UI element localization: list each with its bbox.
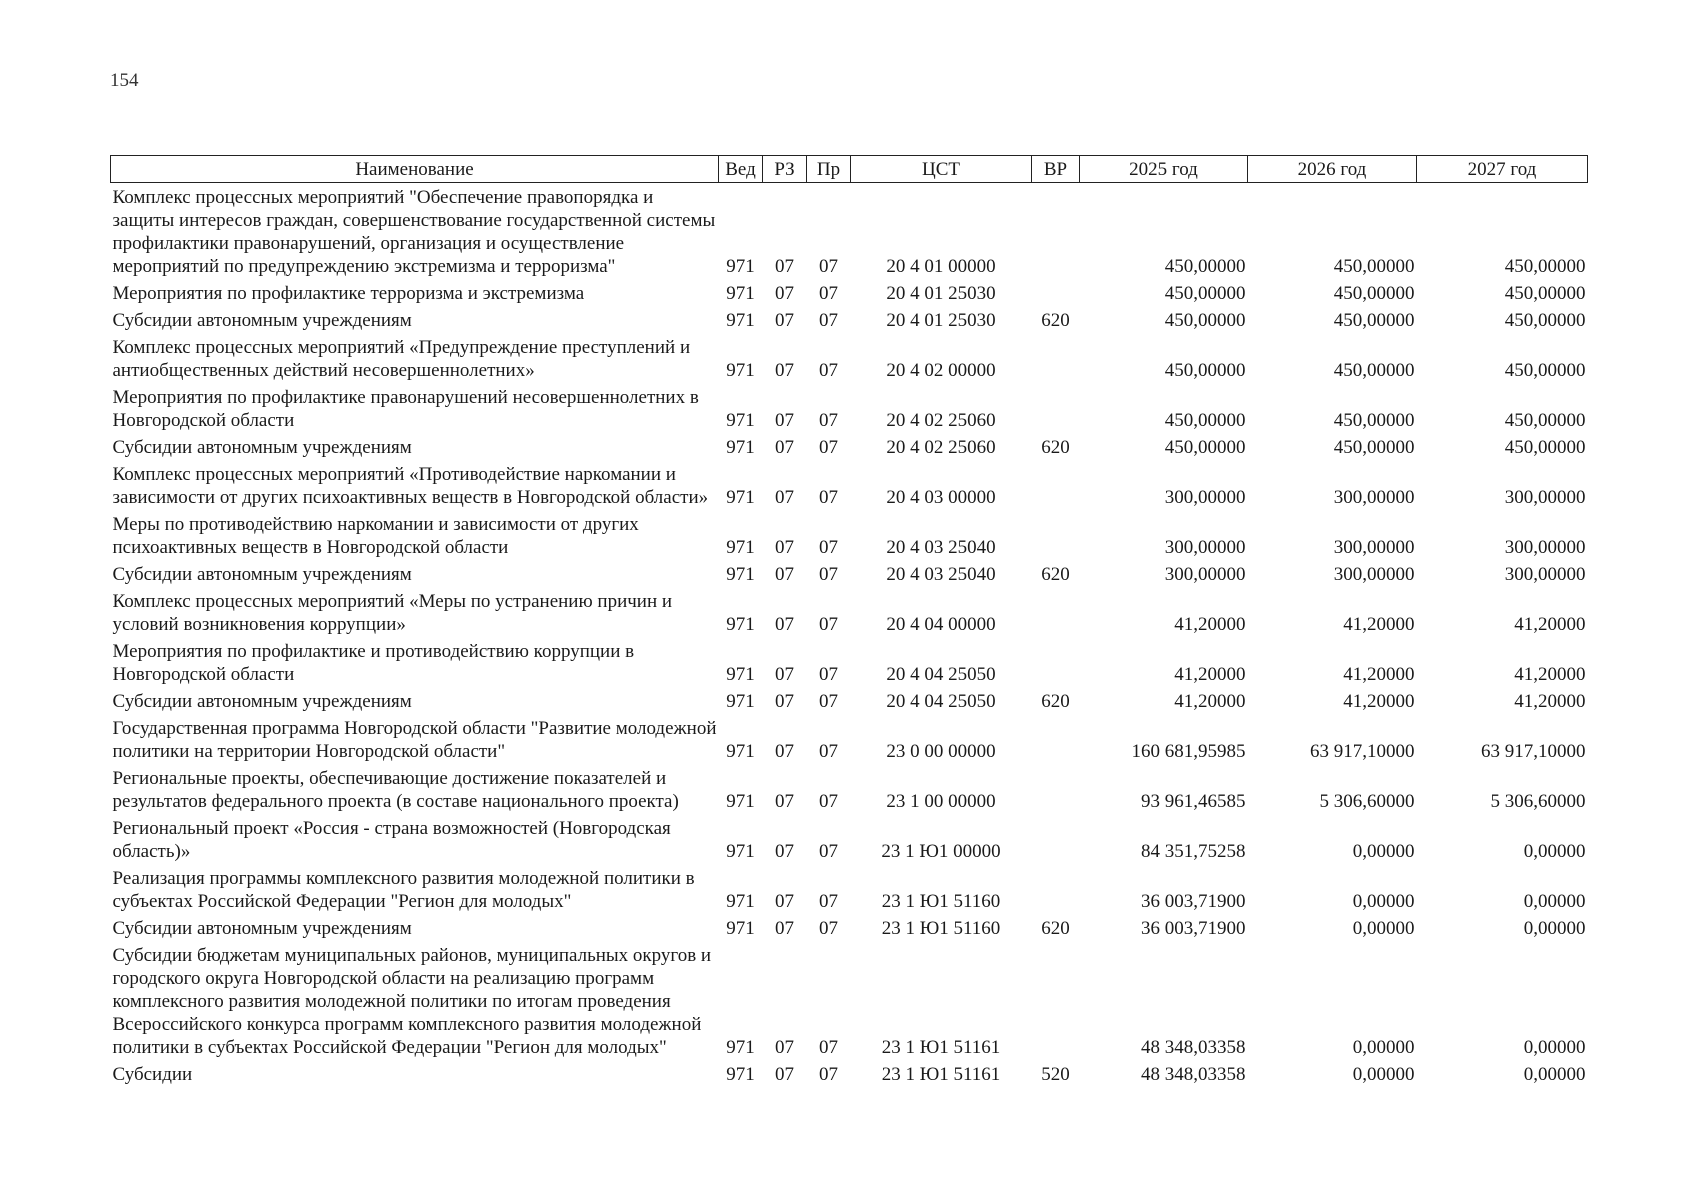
row-2026: 450,00000 [1333, 437, 1415, 458]
row-rz: 07 [775, 283, 794, 304]
row-ved: 971 [726, 1037, 755, 1058]
row-pr: 07 [819, 256, 838, 277]
row-rz: 07 [775, 537, 794, 558]
row-pr: 07 [819, 410, 838, 431]
row-name: Субсидии автономным учреждениям [112, 310, 412, 331]
row-pr: 07 [819, 537, 838, 558]
row-2026: 0,00000 [1352, 1037, 1415, 1058]
row-vr: 620 [1041, 564, 1070, 585]
row-2025: 41,20000 [1174, 664, 1246, 685]
row-cst: 20 4 01 25030 [886, 310, 996, 331]
row-pr: 07 [819, 791, 838, 812]
row-pr: 07 [819, 1064, 838, 1085]
row-2027: 63 917,10000 [1481, 741, 1586, 762]
row-ved: 971 [726, 741, 755, 762]
row-ved: 971 [726, 310, 755, 331]
row-2027: 5 306,60000 [1490, 791, 1586, 812]
row-2025: 41,20000 [1174, 691, 1246, 712]
row-ved: 971 [726, 918, 755, 939]
row-cst: 20 4 03 25040 [886, 564, 996, 585]
row-name: Реализация программы комплексного развития молодежной политики в субъектах Российской Федерации "Регион для молодых" [112, 868, 695, 912]
row-rz: 07 [775, 841, 794, 862]
table-row [111, 687, 1588, 714]
row-ved: 971 [726, 437, 755, 458]
table-row [111, 279, 1588, 306]
row-2026: 0,00000 [1352, 918, 1415, 939]
row-rz: 07 [775, 437, 794, 458]
row-2026: 300,00000 [1333, 564, 1415, 585]
header-pr: Пр [807, 156, 851, 183]
row-ved: 971 [726, 841, 755, 862]
row-cst: 20 4 01 25030 [886, 283, 996, 304]
row-2025: 93 961,46585 [1141, 791, 1246, 812]
row-2025: 450,00000 [1164, 410, 1246, 431]
row-2025: 48 348,03358 [1141, 1064, 1246, 1085]
row-name: Субсидии [112, 1064, 193, 1085]
row-2026: 63 917,10000 [1310, 741, 1415, 762]
row-vr: 620 [1041, 918, 1070, 939]
row-rz: 07 [775, 791, 794, 812]
row-pr: 07 [819, 487, 838, 508]
row-2025: 450,00000 [1164, 360, 1246, 381]
row-rz: 07 [775, 891, 794, 912]
row-2027: 41,20000 [1514, 614, 1586, 635]
table-row [111, 941, 1588, 1060]
row-vr [1032, 510, 1080, 560]
row-rz: 07 [775, 614, 794, 635]
row-vr [1032, 587, 1080, 637]
row-ved: 971 [726, 537, 755, 558]
table-row [111, 433, 1588, 460]
table-row [111, 1060, 1588, 1087]
row-2025: 41,20000 [1174, 614, 1246, 635]
row-rz: 07 [775, 741, 794, 762]
table-row [111, 510, 1588, 560]
row-name: Мероприятия по профилактике правонарушений несовершеннолетних в Новгородской области [112, 387, 699, 431]
row-vr [1032, 383, 1080, 433]
row-vr [1032, 814, 1080, 864]
row-2027: 0,00000 [1523, 918, 1586, 939]
header-2027: 2027 год [1417, 156, 1588, 183]
row-2027: 41,20000 [1514, 664, 1586, 685]
row-cst: 23 1 Ю1 51161 [881, 1037, 1001, 1058]
row-name: Меры по противодействию наркомании и зависимости от других психоактивных веществ в Новгородской области [112, 514, 639, 558]
row-cst: 20 4 04 00000 [886, 614, 996, 635]
row-cst: 23 1 Ю1 00000 [881, 841, 1001, 862]
row-ved: 971 [726, 256, 755, 277]
budget-table [110, 155, 1588, 1087]
row-2026: 300,00000 [1333, 537, 1415, 558]
row-2027: 450,00000 [1504, 310, 1586, 331]
row-pr: 07 [819, 614, 838, 635]
row-pr: 07 [819, 437, 838, 458]
row-vr [1032, 864, 1080, 914]
row-2027: 0,00000 [1523, 1064, 1586, 1085]
row-2026: 300,00000 [1333, 487, 1415, 508]
row-ved: 971 [726, 410, 755, 431]
header-vr: ВР [1032, 156, 1080, 183]
row-2025: 300,00000 [1164, 487, 1246, 508]
row-rz: 07 [775, 918, 794, 939]
row-2027: 450,00000 [1504, 256, 1586, 277]
row-rz: 07 [775, 1064, 794, 1085]
table-header-row [111, 156, 1588, 183]
row-2027: 300,00000 [1504, 487, 1586, 508]
row-ved: 971 [726, 283, 755, 304]
table-body [111, 183, 1588, 1088]
row-rz: 07 [775, 360, 794, 381]
table-row [111, 764, 1588, 814]
row-pr: 07 [819, 918, 838, 939]
row-2026: 0,00000 [1352, 891, 1415, 912]
row-vr [1032, 941, 1080, 1060]
row-ved: 971 [726, 891, 755, 912]
row-cst: 20 4 02 25060 [886, 410, 996, 431]
row-2027: 450,00000 [1504, 410, 1586, 431]
row-cst: 20 4 04 25050 [886, 664, 996, 685]
row-name: Государственная программа Новгородской области "Развитие молодежной политики на территории Новгородской области" [112, 718, 717, 762]
row-2026: 450,00000 [1333, 360, 1415, 381]
row-vr: 520 [1041, 1064, 1070, 1085]
row-vr [1032, 460, 1080, 510]
row-2026: 450,00000 [1333, 410, 1415, 431]
table-row [111, 587, 1588, 637]
table-row [111, 864, 1588, 914]
row-vr [1032, 333, 1080, 383]
row-name: Комплекс процессных мероприятий "Обеспечение правопорядка и защиты интересов граждан, совершенствование государственной системы профилактики правонарушений, организация и осуществление мероприятий по предупреждению экстремизма и терроризма" [112, 187, 716, 277]
row-2025: 84 351,75258 [1141, 841, 1246, 862]
row-vr: 620 [1041, 437, 1070, 458]
row-pr: 07 [819, 1037, 838, 1058]
table-row [111, 383, 1588, 433]
row-2025: 48 348,03358 [1141, 1037, 1246, 1058]
row-rz: 07 [775, 256, 794, 277]
table-row [111, 333, 1588, 383]
header-2025: 2025 год [1080, 156, 1248, 183]
table-row [111, 714, 1588, 764]
row-cst: 23 1 00 00000 [886, 791, 996, 812]
row-ved: 971 [726, 564, 755, 585]
row-cst: 20 4 01 00000 [886, 256, 996, 277]
table-row [111, 183, 1588, 280]
row-cst: 20 4 03 00000 [886, 487, 996, 508]
row-vr: 620 [1041, 691, 1070, 712]
header-ved: Вед [719, 156, 763, 183]
row-2027: 450,00000 [1504, 437, 1586, 458]
row-vr [1032, 183, 1080, 280]
row-name: Субсидии автономным учреждениям [112, 437, 412, 458]
row-cst: 20 4 03 25040 [886, 537, 996, 558]
row-rz: 07 [775, 1037, 794, 1058]
row-name: Региональные проекты, обеспечивающие достижение показателей и результатов федерального проекта (в составе национального проекта) [112, 768, 679, 812]
row-vr: 620 [1041, 310, 1070, 331]
row-2027: 0,00000 [1523, 891, 1586, 912]
row-2026: 5 306,60000 [1319, 791, 1415, 812]
row-cst: 20 4 04 25050 [886, 691, 996, 712]
row-name: Комплекс процессных мероприятий «Предупреждение преступлений и антиобщественных действий несовершеннолетних» [112, 337, 691, 381]
row-2026: 41,20000 [1343, 691, 1415, 712]
row-name: Субсидии автономным учреждениям [112, 691, 412, 712]
row-rz: 07 [775, 664, 794, 685]
row-2027: 450,00000 [1504, 360, 1586, 381]
row-name: Субсидии бюджетам муниципальных районов, муниципальных округов и городского округа Новгородской области на реализацию программ комплексного развития молодежной политики по итогам проведения Всероссийского конкурса программ комплексного развития молодежной политики в субъектах Российской Федерации "Регион для молодых" [112, 945, 712, 1058]
page-number: 154 [110, 70, 139, 91]
row-pr: 07 [819, 564, 838, 585]
row-2025: 450,00000 [1164, 310, 1246, 331]
table-row [111, 460, 1588, 510]
row-cst: 23 0 00 00000 [886, 741, 996, 762]
row-cst: 20 4 02 00000 [886, 360, 996, 381]
row-name: Комплекс процессных мероприятий «Противодействие наркомании и зависимости от других психоактивных веществ в Новгородской области» [112, 464, 709, 508]
row-ved: 971 [726, 487, 755, 508]
row-2027: 0,00000 [1523, 841, 1586, 862]
row-pr: 07 [819, 691, 838, 712]
row-2026: 450,00000 [1333, 283, 1415, 304]
row-ved: 971 [726, 791, 755, 812]
row-name: Региональный проект «Россия - страна возможностей (Новгородская область)» [112, 818, 671, 862]
row-2026: 0,00000 [1352, 841, 1415, 862]
table-row [111, 560, 1588, 587]
row-rz: 07 [775, 410, 794, 431]
row-2025: 450,00000 [1164, 283, 1246, 304]
row-pr: 07 [819, 664, 838, 685]
row-ved: 971 [726, 664, 755, 685]
row-rz: 07 [775, 691, 794, 712]
row-2027: 300,00000 [1504, 564, 1586, 585]
table-row [111, 814, 1588, 864]
row-pr: 07 [819, 310, 838, 331]
row-2027: 41,20000 [1514, 691, 1586, 712]
row-ved: 971 [726, 691, 755, 712]
row-name: Субсидии автономным учреждениям [112, 564, 412, 585]
row-pr: 07 [819, 283, 838, 304]
row-2026: 0,00000 [1352, 1064, 1415, 1085]
row-rz: 07 [775, 487, 794, 508]
row-ved: 971 [726, 614, 755, 635]
row-cst: 20 4 02 25060 [886, 437, 996, 458]
row-2027: 300,00000 [1504, 537, 1586, 558]
header-rz: РЗ [763, 156, 807, 183]
row-2026: 41,20000 [1343, 664, 1415, 685]
row-2027: 0,00000 [1523, 1037, 1586, 1058]
row-name: Комплекс процессных мероприятий «Меры по устранению причин и условий возникновения коррупции» [112, 591, 673, 635]
row-pr: 07 [819, 841, 838, 862]
row-2025: 450,00000 [1164, 256, 1246, 277]
row-vr [1032, 279, 1080, 306]
row-ved: 971 [726, 360, 755, 381]
header-name: Наименование [111, 156, 719, 183]
row-2026: 450,00000 [1333, 256, 1415, 277]
table-row [111, 306, 1588, 333]
header-cst: ЦСТ [851, 156, 1032, 183]
row-ved: 971 [726, 1064, 755, 1085]
row-rz: 07 [775, 310, 794, 331]
row-pr: 07 [819, 741, 838, 762]
row-rz: 07 [775, 564, 794, 585]
header-2026: 2026 год [1248, 156, 1417, 183]
row-pr: 07 [819, 360, 838, 381]
row-name: Мероприятия по профилактике и противодействию коррупции в Новгородской области [112, 641, 635, 685]
row-2027: 450,00000 [1504, 283, 1586, 304]
row-2025: 36 003,71900 [1141, 918, 1246, 939]
row-vr [1032, 764, 1080, 814]
row-pr: 07 [819, 891, 838, 912]
row-cst: 23 1 Ю1 51161 [881, 1064, 1001, 1085]
table-row [111, 637, 1588, 687]
row-2025: 450,00000 [1164, 437, 1246, 458]
row-2025: 36 003,71900 [1141, 891, 1246, 912]
row-2026: 41,20000 [1343, 614, 1415, 635]
row-cst: 23 1 Ю1 51160 [881, 891, 1001, 912]
row-2025: 160 681,95985 [1131, 741, 1246, 762]
row-cst: 23 1 Ю1 51160 [881, 918, 1001, 939]
row-2025: 300,00000 [1164, 537, 1246, 558]
row-name: Субсидии автономным учреждениям [112, 918, 412, 939]
row-name: Мероприятия по профилактике терроризма и экстремизма [112, 283, 585, 304]
row-2026: 450,00000 [1333, 310, 1415, 331]
row-vr [1032, 714, 1080, 764]
row-2025: 300,00000 [1164, 564, 1246, 585]
row-vr [1032, 637, 1080, 687]
table-row [111, 914, 1588, 941]
